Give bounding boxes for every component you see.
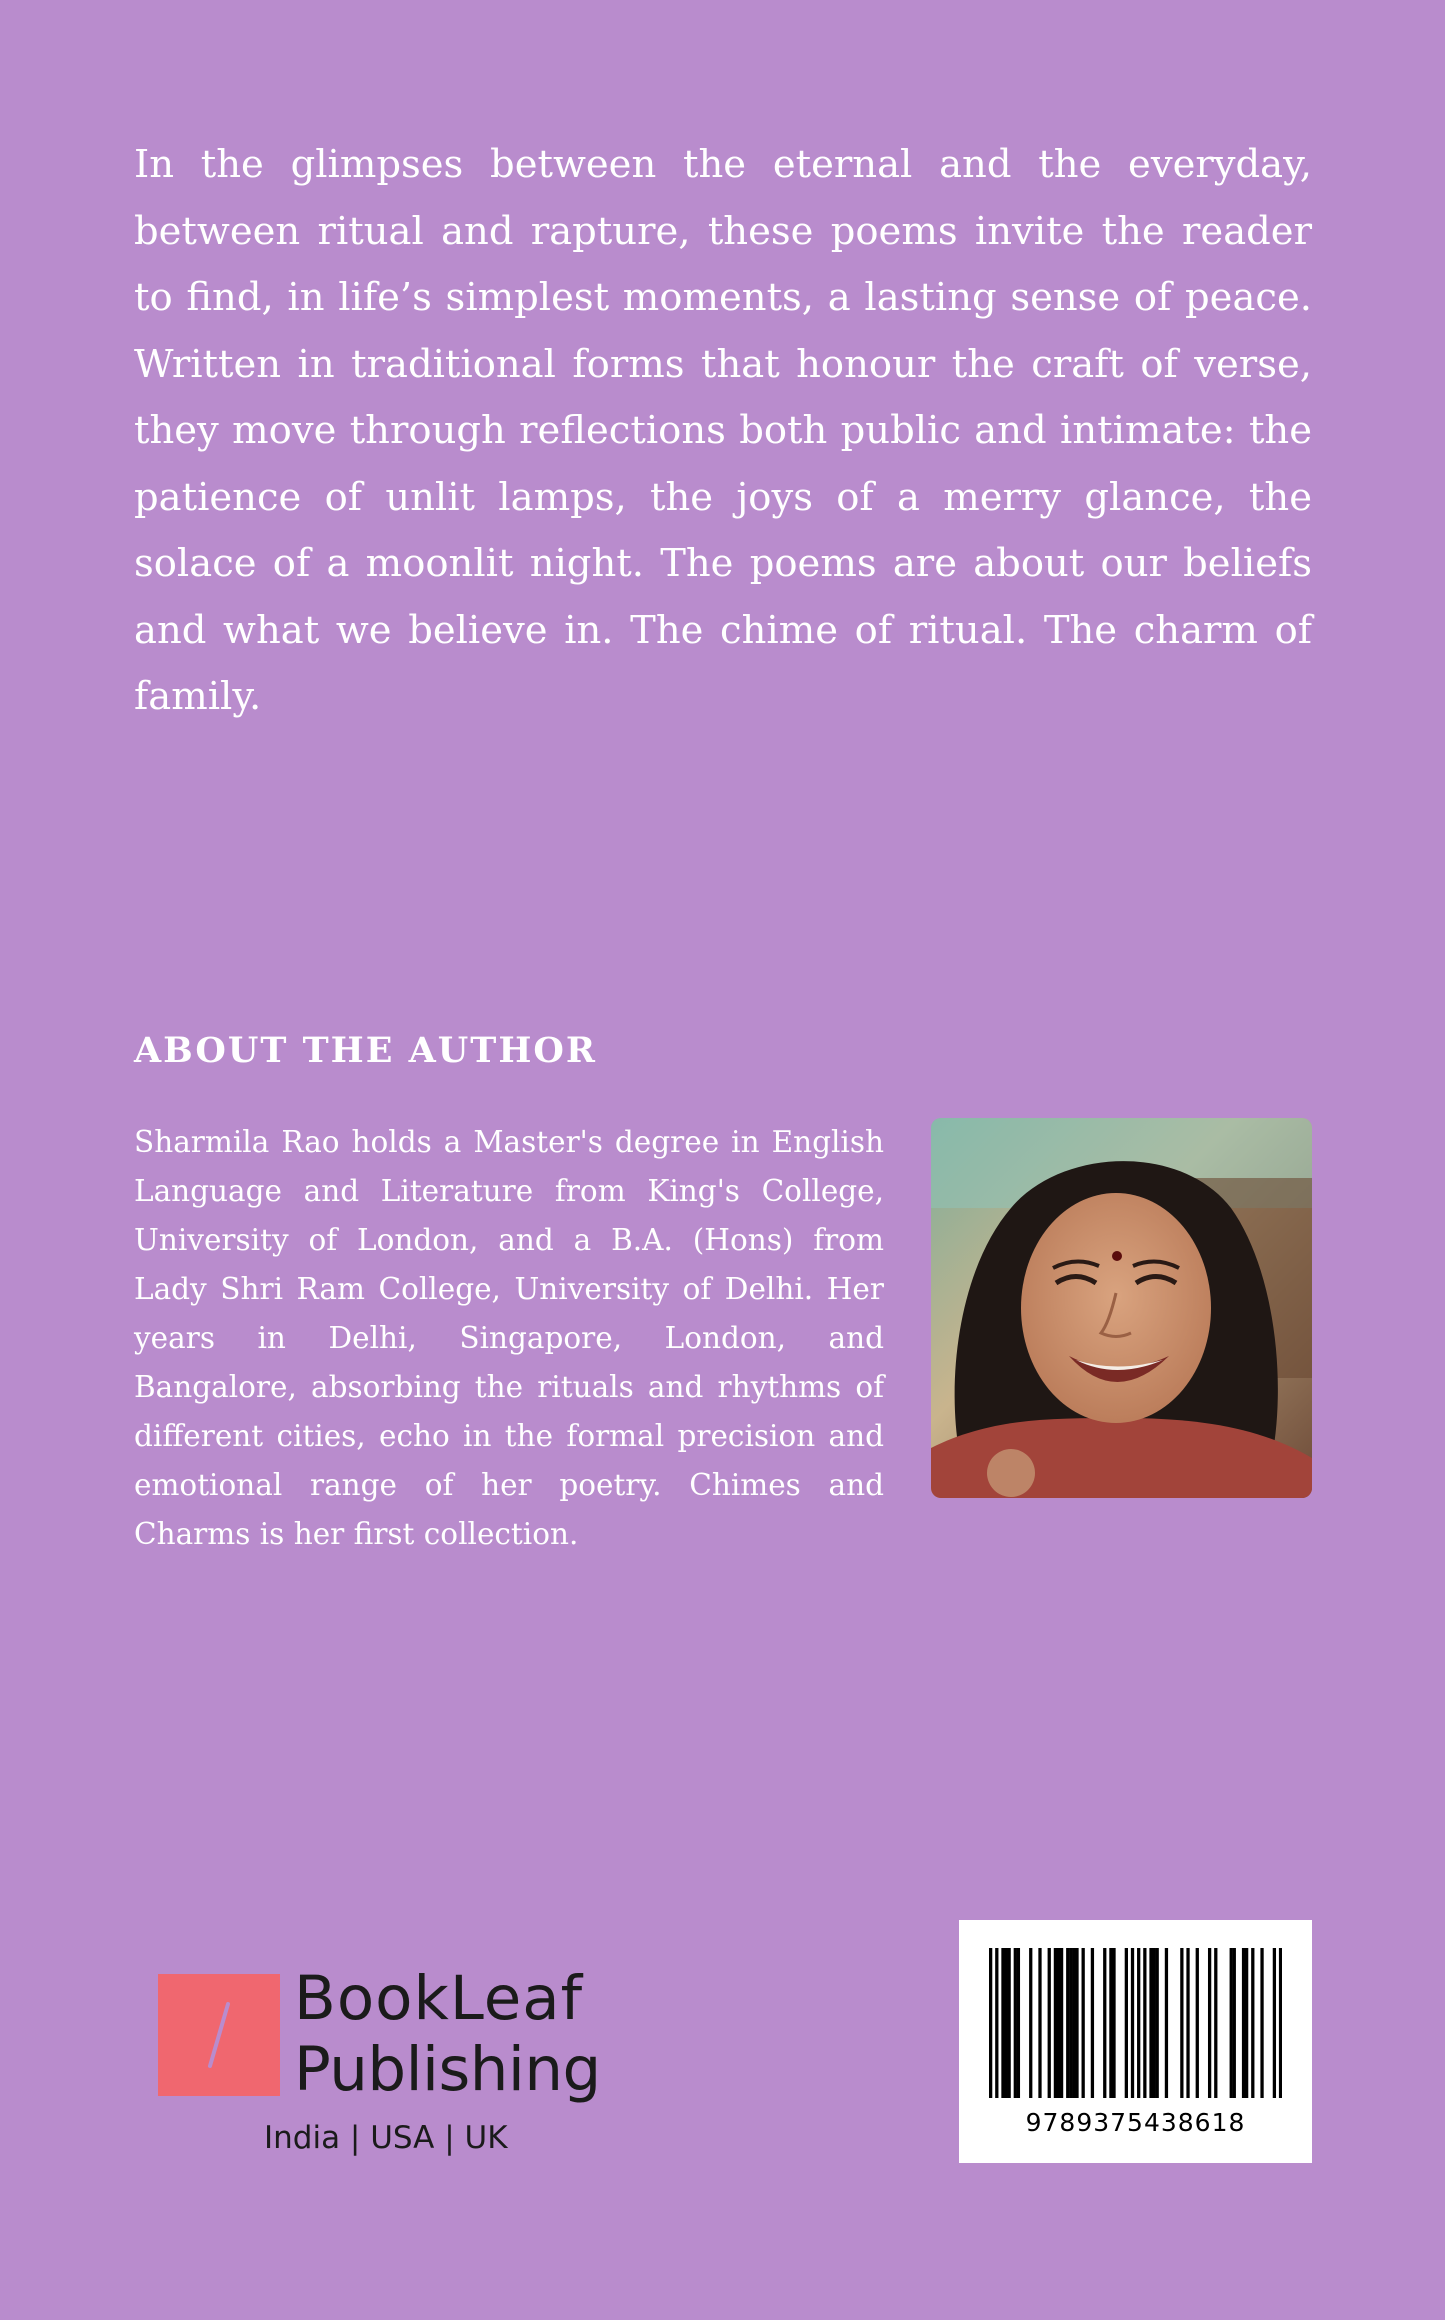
barcode-bar xyxy=(1091,1948,1094,2098)
barcode-bar xyxy=(1230,1948,1233,2098)
barcode-bar xyxy=(1143,1948,1146,2098)
barcode-bar xyxy=(1103,1948,1106,2098)
barcode-bar xyxy=(1054,1948,1057,2098)
barcode-bar xyxy=(995,1948,998,2098)
barcode-bar xyxy=(1131,1948,1134,2098)
publisher-name: BookLeaf xyxy=(294,1963,584,2034)
barcode-bar xyxy=(1260,1948,1263,2098)
barcode-bar xyxy=(1196,1948,1199,2098)
author-photo xyxy=(931,1118,1312,1498)
barcode-bar xyxy=(1029,1948,1032,2098)
barcode-bar xyxy=(1017,1948,1020,2098)
barcode-bar xyxy=(1214,1948,1217,2098)
barcode-bar xyxy=(1125,1948,1128,2098)
barcode-bar xyxy=(1014,1948,1017,2098)
barcode-bar xyxy=(1152,1948,1155,2098)
barcode-bar xyxy=(1112,1948,1115,2098)
back-cover-blurb: In the glimpses between the eternal and the everyday, between ritual and rapture, these poems invite the reader to find, in life’s simplest moments, a lasting sense of peace. Written in traditional forms that honour the craft of verse, they move through reflections both public and intimate: the patience of unlit lamps, the joys of a merry glance, the solace of a moonlit night. The poems are about our beliefs and what we believe in. The chime of ritual. The charm of family. xyxy=(134,142,1312,719)
barcode-bar xyxy=(1038,1948,1041,2098)
barcode-bar xyxy=(1165,1948,1168,2098)
slash-logo-icon xyxy=(158,1974,280,2096)
barcode-bars xyxy=(989,1948,1282,2098)
barcode-bar xyxy=(989,1948,992,2098)
barcode-bar xyxy=(1069,1948,1072,2098)
barcode-bar xyxy=(1186,1948,1189,2098)
publisher-name-line2: Publishing xyxy=(294,2034,601,2105)
barcode-bar xyxy=(1137,1948,1140,2098)
barcode-bar xyxy=(1208,1948,1211,2098)
barcode-bar xyxy=(1149,1948,1152,2098)
barcode-bar xyxy=(1233,1948,1236,2098)
barcode-bar xyxy=(1251,1948,1254,2098)
barcode-bar xyxy=(1057,1948,1060,2098)
barcode-bar xyxy=(1075,1948,1078,2098)
publisher-regions: India | USA | UK xyxy=(264,2120,508,2156)
barcode-bar xyxy=(1004,1948,1007,2098)
barcode-bar xyxy=(1060,1948,1063,2098)
isbn-number: 9789375438618 xyxy=(1025,2108,1246,2137)
barcode-bar xyxy=(1066,1948,1069,2098)
barcode-bar xyxy=(1156,1948,1159,2098)
barcode-bar xyxy=(1082,1948,1085,2098)
barcode-bar xyxy=(1048,1948,1051,2098)
barcode-bar xyxy=(1273,1948,1276,2098)
about-author-heading: ABOUT THE AUTHOR xyxy=(134,1030,597,1071)
barcode-bar xyxy=(1245,1948,1248,2098)
author-bio: Sharmila Rao holds a Master's degree in English Language and Literature from King's College, University of London, and a B.A. (Hons) from Lady Shri Ram College, University of Delhi. Her years in Delhi, Singapore, London, and Bangalore, absorbing the rituals and rhythms of different cities, echo in the formal precision and emotional range of her poetry. Chimes and Charms is her first collection. xyxy=(134,1125,884,1551)
barcode-bar xyxy=(1242,1948,1245,2098)
barcode-bar xyxy=(1279,1948,1282,2098)
barcode-bar xyxy=(1008,1948,1011,2098)
barcode-bar xyxy=(1109,1948,1112,2098)
barcode-bar xyxy=(1180,1948,1183,2098)
barcode xyxy=(959,1920,1312,2163)
barcode-bar xyxy=(1072,1948,1075,2098)
barcode-bar xyxy=(1001,1948,1004,2098)
